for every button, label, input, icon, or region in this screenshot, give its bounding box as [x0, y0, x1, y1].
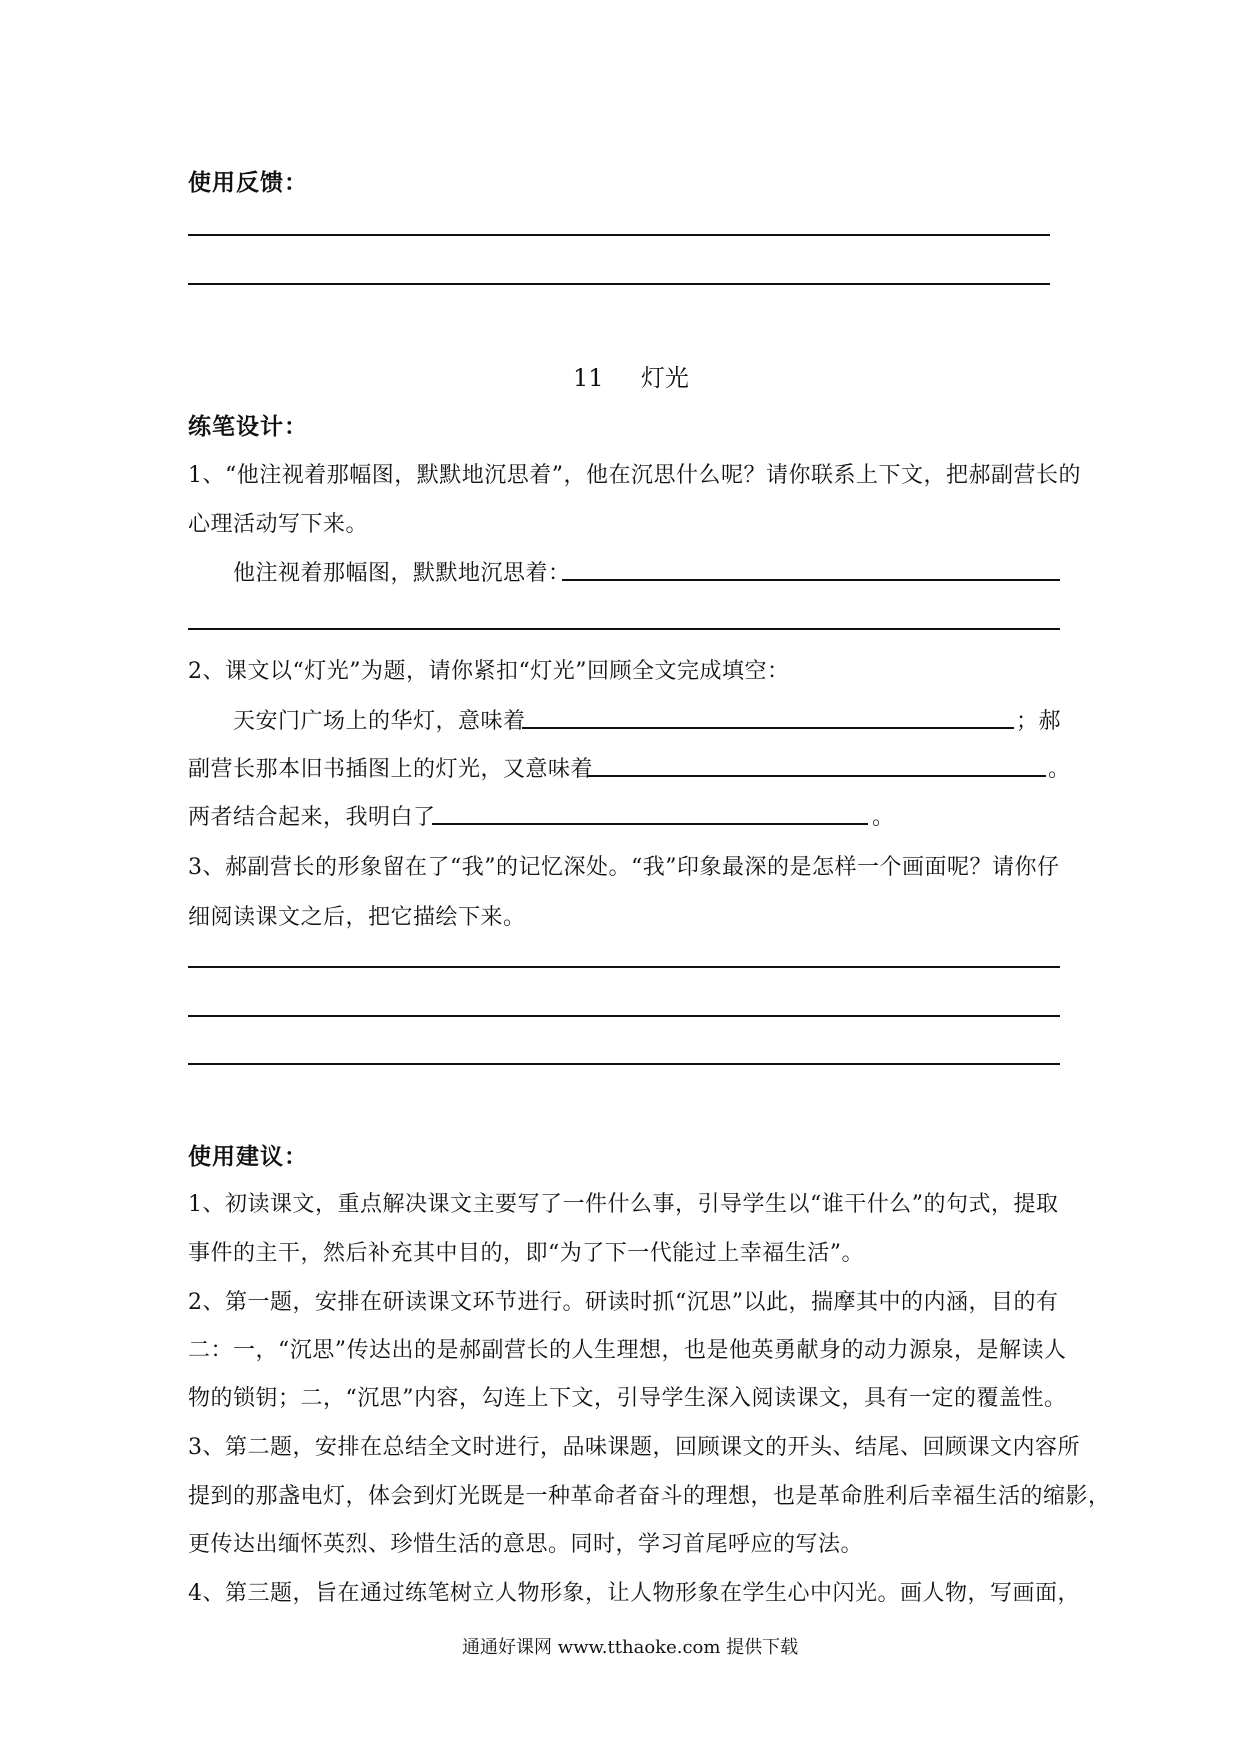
q3-text-line-1: 3、郝副营长的形象留在了“我”的记忆深处。“我”印象最深的是怎样一个画面呢？请你仔 [188, 855, 1060, 880]
suggestions-heading: 使用建议： [188, 1144, 308, 1170]
q1-text-line-2: 心理活动写下来。 [188, 512, 369, 537]
q1-prompt: 他注视着那幅图，默默地沉思着： [233, 561, 571, 586]
suggestion-line: 2、第一题，安排在研读课文环节进行。研读时抓“沉思”以此，揣摩其中的内涵，目的有 [188, 1290, 1059, 1315]
suggestion-line: 1、初读课文，重点解决课文主要写了一件什么事，引导学生以“谁干什么”的句式，提取 [188, 1192, 1059, 1217]
q3-text-line-2: 细阅读课文之后，把它描绘下来。 [188, 905, 526, 930]
suggestion-line: 物的锁钥；二，“沉思”内容，勾连上下文，引导学生深入阅读课文，具有一定的覆盖性。 [188, 1386, 1067, 1411]
q2-fill-1-suffix: ；郝 [1016, 709, 1062, 734]
q2-fill-3-blank[interactable] [432, 823, 868, 825]
lesson-title [573, 358, 689, 393]
q3-answer-line-3[interactable] [188, 1063, 1060, 1065]
q2-fill-3-prefix: 两者结合起来，我明白了 [188, 805, 436, 830]
feedback-heading: 使用反馈： [188, 170, 308, 196]
q3-answer-line-2[interactable] [188, 1015, 1060, 1017]
practice-heading: 练笔设计： [188, 414, 308, 440]
feedback-answer-line-2[interactable] [188, 283, 1050, 285]
q2-fill-2-prefix: 副营长那本旧书插图上的灯光，又意味着 [188, 757, 594, 782]
q2-fill-2-blank[interactable] [588, 775, 1046, 777]
q3-answer-line-1[interactable] [188, 966, 1060, 968]
lesson-number: 11 [573, 364, 604, 392]
q2-fill-1-blank[interactable] [522, 727, 1014, 729]
page-footer: 通通好课网 www.tthaoke.com 提供下载 [462, 1637, 799, 1658]
feedback-answer-line-1[interactable] [188, 234, 1050, 236]
suggestion-line: 事件的主干，然后补充其中目的，即“为了下一代能过上幸福生活”。 [188, 1241, 864, 1266]
q1-answer-line-2[interactable] [188, 628, 1060, 630]
q2-text-line-1: 2、课文以“灯光”为题，请你紧扣“灯光”回顾全文完成填空： [188, 659, 790, 684]
suggestion-line: 3、第二题，安排在总结全文时进行，品味课题，回顾课文的开头、结尾、回顾课文内容所 [188, 1435, 1081, 1460]
suggestion-line: 更传达出缅怀英烈、珍惜生活的意思。同时，学习首尾呼应的写法。 [188, 1532, 864, 1557]
q1-text-line-1: 1、“他注视着那幅图，默默地沉思着”，他在沉思什么呢？请你联系上下文，把郝副营长的 [188, 463, 1081, 488]
suggestion-line: 提到的那盏电灯，体会到灯光既是一种革命者奋斗的理想，也是革命胜利后幸福生活的缩影， [188, 1484, 1111, 1509]
lesson-name: 灯光 [640, 364, 689, 392]
q1-answer-line-1[interactable] [562, 579, 1060, 581]
suggestion-line: 二：一，“沉思”传达出的是郝副营长的人生理想，也是他英勇献身的动力源泉，是解读人 [188, 1338, 1067, 1363]
q2-fill-2-suffix: 。 [1048, 757, 1071, 782]
suggestion-line: 4、第三题，旨在通过练笔树立人物形象，让人物形象在学生心中闪光。画人物，写画面， [188, 1581, 1081, 1606]
q2-fill-3-suffix: 。 [872, 805, 895, 830]
q2-fill-1-prefix: 天安门广场上的华灯，意味着 [233, 709, 526, 734]
